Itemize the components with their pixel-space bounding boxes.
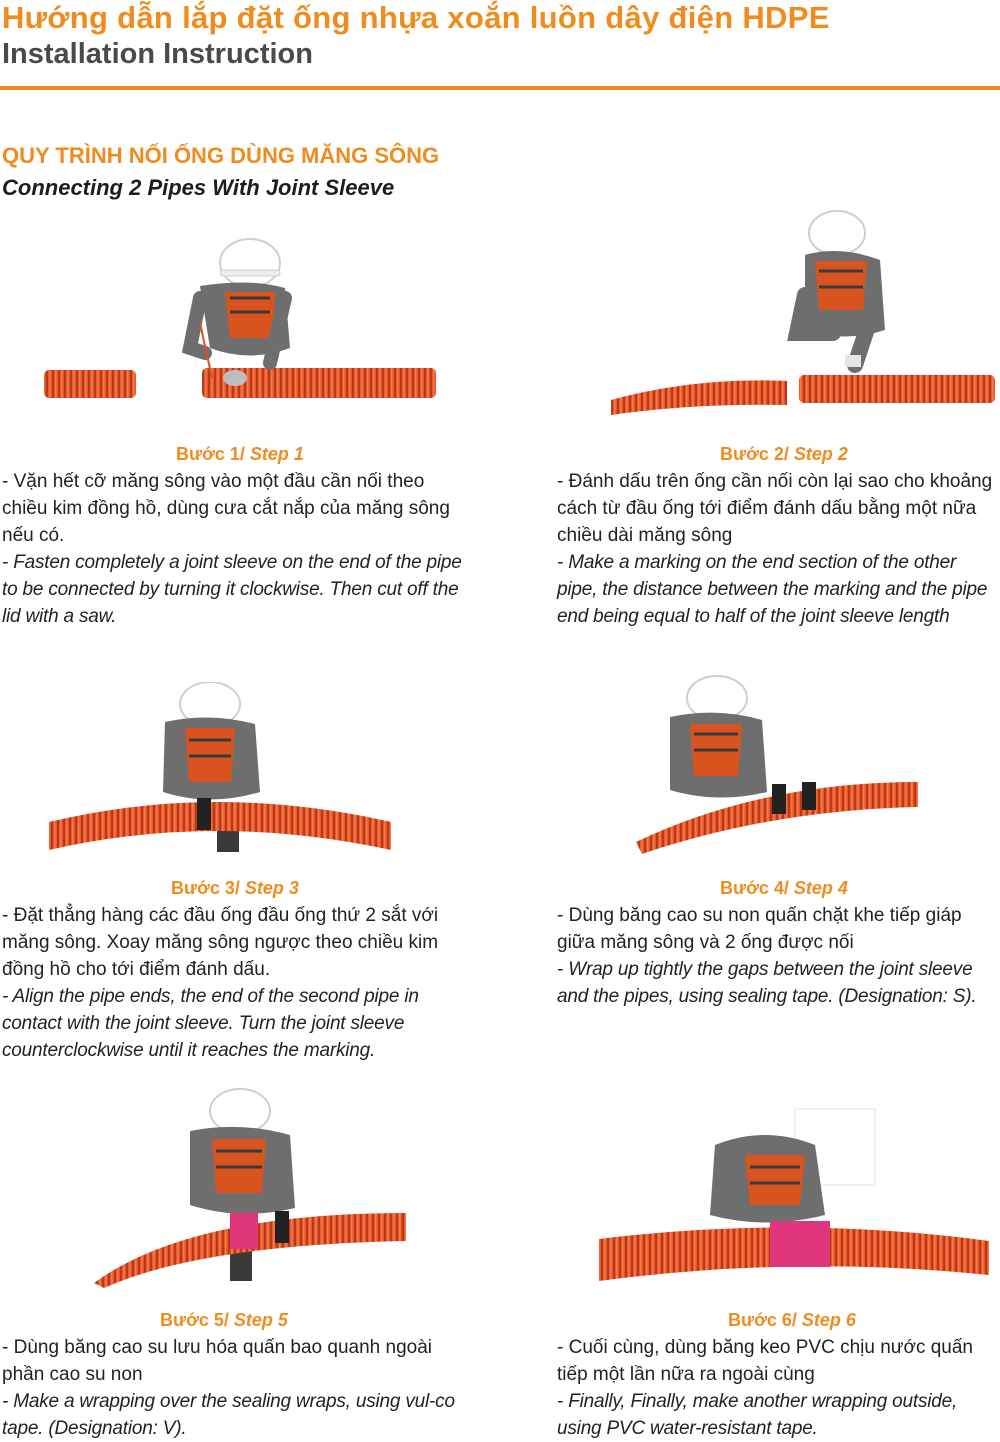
step-2-description — [557, 468, 1000, 630]
worker-figure — [710, 1109, 875, 1223]
page-title: Hướng dẫn lắp đặt ống nhựa xoắn luồn dây điện HDPE — [2, 0, 830, 35]
step-3-text-en: - Align the pipe ends, the end of the second pipe in contact with the joint sleeve. Turn the joint sleeve counterclockwise until it reaches the marking. — [2, 986, 419, 1061]
step-2-illustration — [605, 205, 1000, 420]
step-5-description — [2, 1334, 470, 1442]
step-3-illustration — [45, 682, 395, 857]
step-3-description — [2, 902, 470, 1064]
step-6-illustration — [595, 1105, 995, 1285]
pvc-tape — [770, 1221, 830, 1267]
vulco-tape — [230, 1213, 258, 1249]
step-1-illustration — [40, 228, 440, 428]
step-4-description — [557, 902, 1000, 1010]
step-2-text-en: - Make a marking on the end section of the other pipe, the distance between the marking and the pipe end being equal to half of the joint sleeve length — [557, 552, 988, 627]
joined-pipe — [636, 782, 918, 854]
worker-figure — [190, 239, 290, 386]
step-2-heading: Bước 2/ Step 2 — [720, 444, 848, 464]
section-subtitle: Connecting 2 Pipes With Joint Sleeve — [2, 175, 395, 200]
joint-sleeve — [197, 798, 211, 830]
step-4-text-vi: - Dùng băng cao su non quấn chặt khe tiếp giáp giữa măng sông và 2 ống được nối — [557, 905, 962, 953]
step-5-text-vi: - Dùng băng cao su lưu hóa quấn bao quanh ngoài phần cao su non — [2, 1337, 433, 1385]
worker-figure — [797, 211, 885, 367]
pipe-left — [611, 380, 787, 415]
joined-pipe — [599, 1221, 989, 1281]
step-3-text-vi: - Đặt thẳng hàng các đầu ống đầu ống thứ 2 sắt với măng sông. Xoay măng sông ngược theo chiều kim đồng hồ cho tới điểm đánh dấu. — [2, 905, 439, 980]
section-title: QUY TRÌNH NỐI ỐNG DÙNG MĂNG SÔNG — [2, 143, 440, 168]
step-1-description — [2, 468, 470, 630]
step-3-heading: Bước 3/ Step 3 — [171, 878, 299, 898]
title-divider — [0, 86, 1000, 90]
sealing-tape — [802, 782, 816, 810]
step-1-text-en: - Fasten completely a joint sleeve on the end of the pipe to be connected by turning it clockwise. Then cut off the lid with a saw. — [2, 552, 462, 627]
sealing-tape — [275, 1211, 289, 1243]
step-4-heading: Bước 4/ Step 4 — [720, 878, 848, 898]
step-2-text-vi: - Đánh dấu trên ống cần nối còn lại sao cho khoảng cách từ đầu ống tới điểm đánh dấu bằng một nữa chiều dài măng sông — [557, 471, 993, 546]
step-1-text-vi: - Vặn hết cỡ măng sông vào một đầu cần nối theo chiều kim đồng hồ, dùng cưa cắt nắp của măng sông nếu có. — [2, 471, 450, 546]
pipe-left — [44, 370, 136, 398]
sealing-tape — [772, 784, 786, 814]
step-5-illustration — [90, 1083, 410, 1288]
step-4-text-en: - Wrap up tightly the gaps between the joint sleeve and the pipes, using sealing tape. (Designation: S). — [557, 959, 977, 1007]
worker-figure — [670, 676, 767, 798]
step-6-heading: Bước 6/ Step 6 — [728, 1310, 856, 1330]
page-subtitle: Installation Instruction — [2, 38, 313, 70]
step-5-text-en: - Make a wrapping over the sealing wraps, using vul-co tape. (Designation: V). — [2, 1391, 455, 1439]
step-4-illustration — [632, 672, 922, 857]
pipe-right — [799, 375, 995, 403]
step-6-description — [557, 1334, 1000, 1442]
step-5-heading: Bước 5/ Step 5 — [160, 1310, 288, 1330]
step-6-text-vi: - Cuối cùng, dùng băng keo PVC chịu nước quấn tiếp một lần nữa ra ngoài cùng — [557, 1337, 973, 1385]
step-1-heading: Bước 1/ Step 1 — [176, 444, 304, 464]
step-6-text-en: - Finally, Finally, make another wrapping outside, using PVC water-resistant tape. — [557, 1391, 958, 1439]
